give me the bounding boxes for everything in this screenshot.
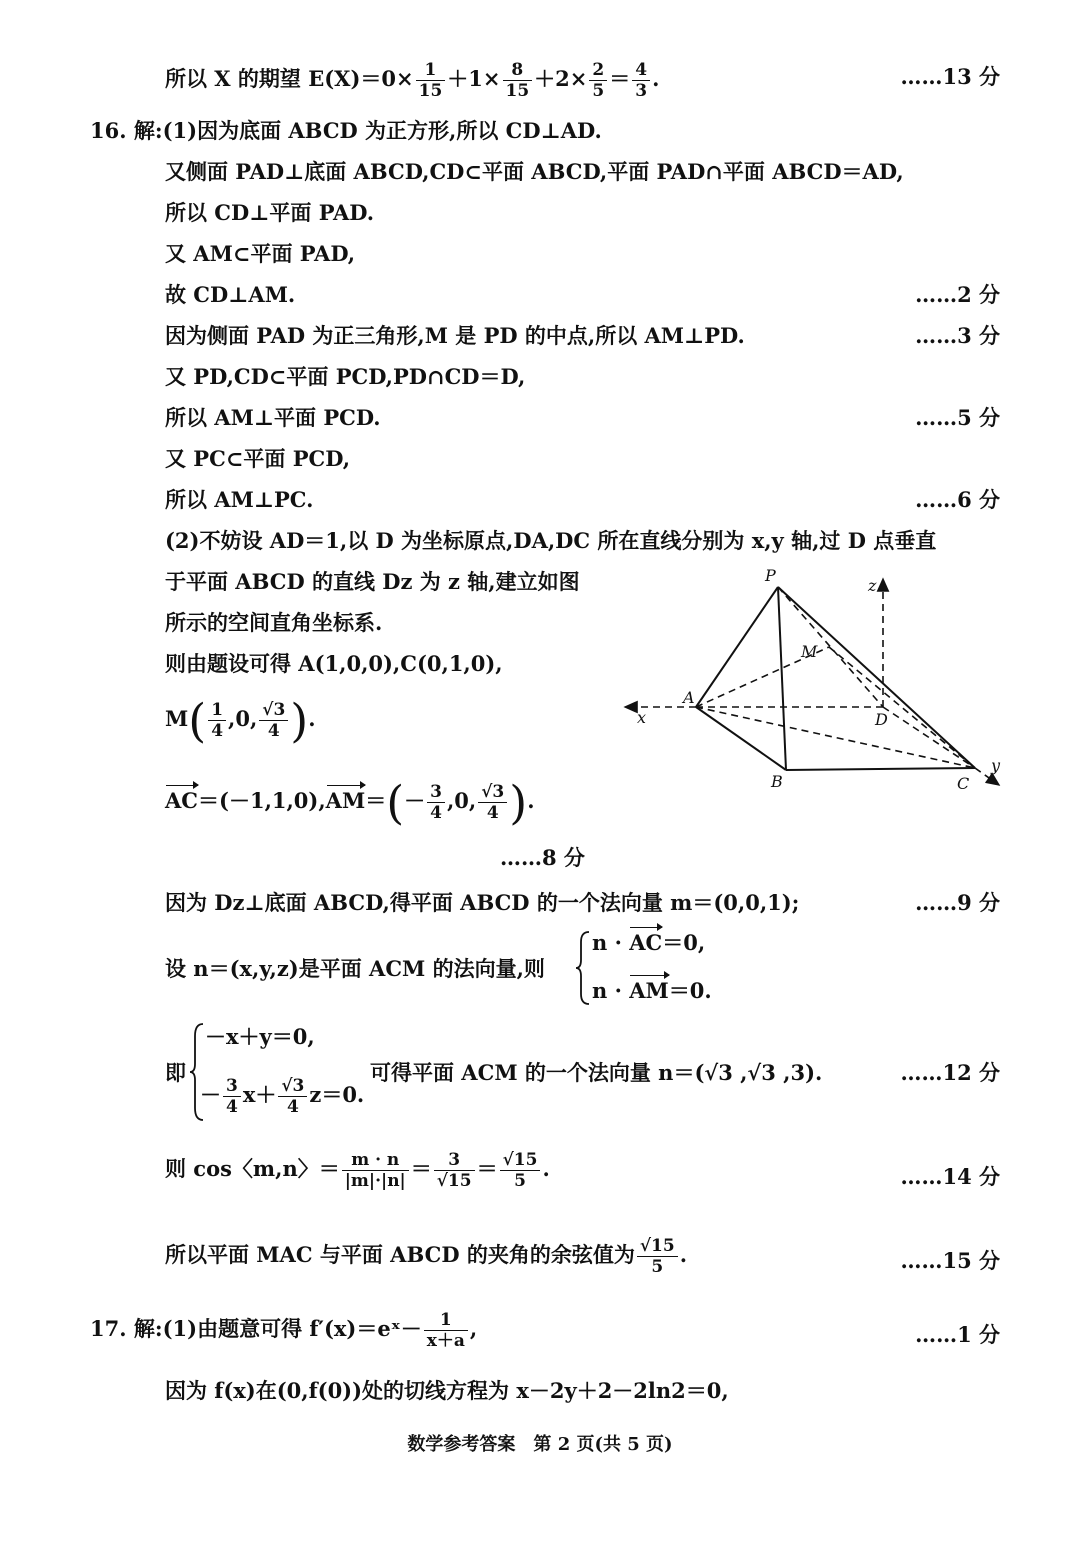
solution-line: 因为侧面 PAD 为正三角形,M 是 PD 的中点,所以 AM⊥PD. <box>165 323 745 348</box>
score-label: ……14 分 <box>900 1164 1000 1189</box>
cosine-line: 则 cos〈m,n〉＝ $\frac{m \cdot n}{|m|\cdot|n|}$ ＝ $\frac{3}{√15}$ ＝ $\frac{√15}{5}$ . <box>165 1150 550 1191</box>
solution-line: 即 <box>165 1060 186 1085</box>
solution-line: 故 CD⊥AM. <box>165 282 296 307</box>
point-m-coords: M( $\frac{1}{4}$ ,0, $\frac{√3}{4}$ ). <box>165 693 316 748</box>
label-z: z <box>868 576 877 595</box>
q17-line: 因为 f(x)在(0,f(0))处的切线方程为 x－2y＋2－2ln2＝0, <box>165 1378 729 1403</box>
score-label: ……2 分 <box>915 282 1000 307</box>
vector-ac: AC <box>165 788 199 813</box>
edge-dc <box>883 707 975 768</box>
edge-pc <box>778 587 975 768</box>
fraction: $\frac{3}{4}$ <box>427 782 445 823</box>
fraction: $\frac{1}{4}$ <box>208 700 226 741</box>
label-b: B <box>771 772 783 791</box>
fraction: $\frac{√3}{4}$ <box>478 782 507 823</box>
fraction: $\frac{3}{√15}$ <box>434 1150 475 1191</box>
edge-bc <box>786 768 975 770</box>
fraction: $\frac{m \cdot n}{|m|\cdot|n|}$ <box>342 1150 409 1191</box>
edge-mc <box>829 647 975 768</box>
fraction: $\frac{4}{3}$ <box>632 60 650 101</box>
system-eq: n · AM＝0. <box>592 978 712 1003</box>
vector-am: AM <box>325 788 366 813</box>
score-label: ……12 分 <box>900 1060 1000 1085</box>
score-label: ……5 分 <box>915 405 1000 430</box>
solution-line: 可得平面 ACM 的一个法向量 n＝(√3 ,√3 ,3). <box>370 1060 823 1085</box>
solution-line: 又 AM⊂平面 PAD, <box>165 241 356 266</box>
solution-line: 所以 AM⊥平面 PCD. <box>165 405 381 430</box>
fraction: $\frac{√15}{5}$ <box>500 1150 541 1191</box>
score-label: ……3 分 <box>915 323 1000 348</box>
fraction: $\frac{√15}{5}$ <box>637 1236 678 1277</box>
q17-line: 17. 解:(1)由题意可得 f′(x)＝eˣ－ $\frac{1}{x+a}$ , <box>90 1310 478 1351</box>
solution-line: 16. 解:(1)因为底面 ABCD 为正方形,所以 CD⊥AD. <box>90 118 602 143</box>
edge-ab <box>696 707 786 770</box>
score-label: ……13 分 <box>900 64 1000 89</box>
solution-line: 又侧面 PAD⊥底面 ABCD,CD⊂平面 ABCD,平面 PAD∩平面 ABCD＝AD, <box>165 159 904 184</box>
label-p: P <box>765 566 776 585</box>
solution-line: 又 PC⊂平面 PCD, <box>165 446 351 471</box>
fraction: $\frac{√3}{4}$ <box>278 1076 307 1117</box>
fraction: $\frac{√3}{4}$ <box>259 700 288 741</box>
system-eq: －x＋y＝0, <box>205 1024 315 1049</box>
fraction: $\frac{8}{15}$ <box>503 60 533 101</box>
brace-icon <box>575 930 591 1006</box>
page-footer: 数学参考答案 第 2 页(共 5 页) <box>407 1434 673 1455</box>
pyramid-figure <box>615 565 1015 805</box>
solution-line: 所以 CD⊥平面 PAD. <box>165 200 375 225</box>
solution-line: 所以 AM⊥PC. <box>165 487 314 512</box>
solution-line: 于平面 ABCD 的直线 Dz 为 z 轴,建立如图 <box>165 569 580 594</box>
fraction: $\frac{1}{x+a}$ <box>424 1310 468 1351</box>
label-d: D <box>875 710 888 729</box>
score-label: ……15 分 <box>900 1248 1000 1273</box>
system-eq: n · AC＝0, <box>592 930 706 955</box>
score-label: ……8 分 <box>500 845 585 870</box>
solution-line: 又 PD,CD⊂平面 PCD,PD∩CD＝D, <box>165 364 526 389</box>
final-answer-line: 所以平面 MAC 与平面 ABCD 的夹角的余弦值为 $\frac{√15}{5}$ . <box>165 1236 688 1277</box>
solution-line: 所示的空间直角坐标系. <box>165 610 383 635</box>
solution-line: (2)不妨设 AD＝1,以 D 为坐标原点,DA,DC 所在直线分别为 x,y 轴,过 D 点垂直 <box>165 528 937 553</box>
fraction: $\frac{2}{5}$ <box>589 60 607 101</box>
edge-pb <box>778 587 786 770</box>
fraction: $\frac{1}{15}$ <box>416 60 446 101</box>
solution-line: 因为 Dz⊥底面 ABCD,得平面 ABCD 的一个法向量 m＝(0,0,1); <box>165 890 800 915</box>
label-x: x <box>637 708 647 727</box>
edge-pa <box>696 587 778 707</box>
expectation-line: 所以 X 的期望 E(X)＝0× $\frac{1}{15}$ ＋1× $\frac{8}{15}$ ＋2× $\frac{2}{5}$ ＝ $\frac{4}{3}$ . <box>165 60 660 101</box>
vector-line: AC＝(－1,1,0),AM＝(－ $\frac{3}{4}$ ,0, $\frac{√3}{4}$ ). <box>165 775 535 830</box>
label-m: M <box>801 642 818 661</box>
solution-line: 设 n＝(x,y,z)是平面 ACM 的法向量,则 <box>165 956 545 981</box>
score-label: ……6 分 <box>915 487 1000 512</box>
label-a: A <box>683 688 695 707</box>
score-label: ……9 分 <box>915 890 1000 915</box>
solution-line: 则由题设可得 A(1,0,0),C(0,1,0), <box>165 651 503 676</box>
fraction: $\frac{3}{4}$ <box>223 1076 241 1117</box>
system-eq: － $\frac{3}{4}$ x＋ $\frac{√3}{4}$ z＝0. <box>200 1076 365 1117</box>
edge-pd <box>778 587 883 707</box>
score-label: ……1 分 <box>915 1322 1000 1347</box>
label-c: C <box>957 774 970 793</box>
label-y: y <box>991 756 1001 775</box>
